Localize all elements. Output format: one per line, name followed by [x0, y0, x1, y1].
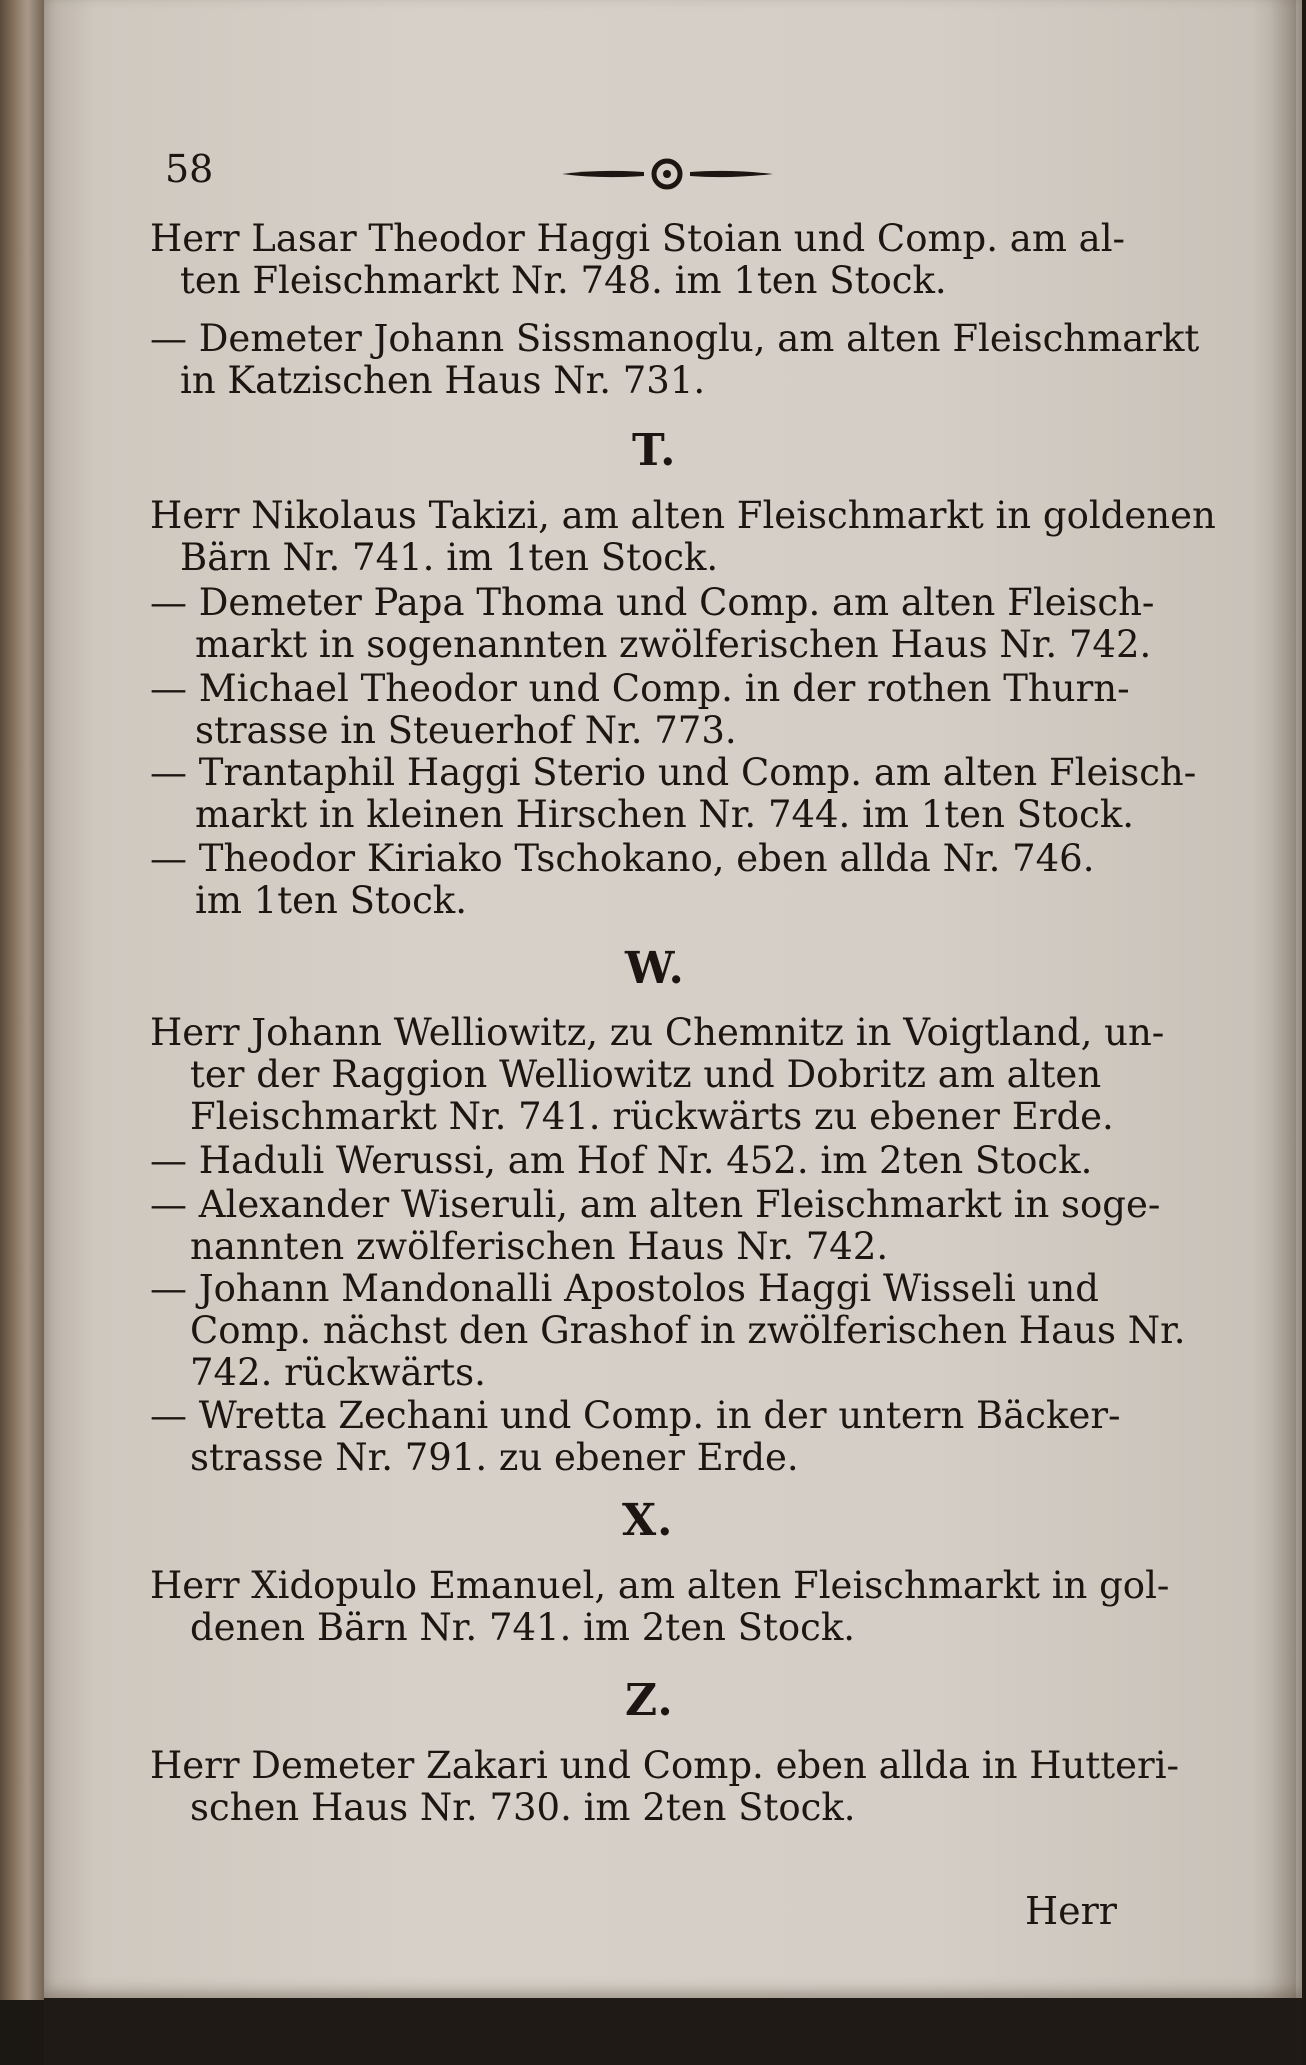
page-fold-shadow	[1270, 0, 1296, 1998]
entry-line: — Theodor Kiriako Tschokano, eben allda Nr. 746.	[150, 837, 1095, 880]
page-number: 58	[165, 147, 214, 191]
entry-takizi	[150, 494, 1216, 579]
entry-line: im 1ten Stock.	[195, 879, 467, 922]
section-heading-t: T.	[632, 425, 677, 476]
entry-line: Herr Johann Welliowitz, zu Chemnitz in Voigtland, un-	[150, 1011, 1165, 1054]
entry-xidopulo	[150, 1564, 1170, 1649]
entry-line: — Michael Theodor und Comp. in der rothen Thurn-	[150, 667, 1130, 710]
book-spine	[0, 0, 46, 2000]
entry-werussi	[150, 1140, 1160, 1182]
section-heading-z: Z.	[625, 1675, 674, 1726]
entry-line: denen Bärn Nr. 741. im 2ten Stock.	[190, 1606, 856, 1649]
entry-stoian	[150, 218, 1160, 302]
entry-line: strasse Nr. 791. zu ebener Erde.	[190, 1436, 799, 1479]
entry-tschokano	[150, 838, 1160, 922]
entry-line: Fleischmarkt Nr. 741. rückwärts zu ebener Erde.	[190, 1095, 1114, 1138]
entry-line: in Katzischen Haus Nr. 731.	[180, 359, 706, 402]
entry-line: ter der Raggion Welliowitz und Dobritz am alten	[190, 1053, 1102, 1096]
section-heading-x: X.	[622, 1495, 674, 1546]
entry-papa-thoma	[150, 582, 1160, 666]
entry-line: strasse in Steuerhof Nr. 773.	[195, 709, 737, 752]
entry-line: 742. rückwärts.	[190, 1351, 486, 1394]
entry-trantaphil	[150, 751, 1197, 836]
entry-zakari	[150, 1744, 1180, 1829]
entry-michael-theodor	[150, 668, 1160, 752]
entry-line: — Johann Mandonalli Apostolos Haggi Wisseli und	[150, 1267, 1099, 1310]
ornament-rule-icon	[560, 156, 775, 192]
entry-line: — Alexander Wiseruli, am alten Fleischmarkt in soge-	[150, 1183, 1161, 1226]
entry-welliowitz	[150, 1011, 1165, 1138]
entry-line: — Demeter Papa Thoma und Comp. am alten Fleisch-	[150, 581, 1155, 624]
section-heading-w: W.	[625, 943, 685, 994]
entry-line: — Haduli Werussi, am Hof Nr. 452. im 2ten Stock.	[150, 1139, 1093, 1182]
entry-sissmanoglu	[150, 317, 1200, 402]
entry-line: ten Fleischmarkt Nr. 748. im 1ten Stock.	[180, 259, 947, 302]
entry-line: nannten zwölferischen Haus Nr. 742.	[190, 1225, 889, 1268]
entry-line: — Demeter Johann Sissmanoglu, am alten Fleischmarkt	[150, 317, 1200, 360]
entry-line: markt in kleinen Hirschen Nr. 744. im 1ten Stock.	[195, 793, 1135, 836]
page-bottom-edge	[44, 1998, 1302, 2065]
entry-line: — Wretta Zechani und Comp. in der untern Bäcker-	[150, 1394, 1121, 1437]
entry-mandonalli	[150, 1267, 1186, 1394]
entry-line: — Trantaphil Haggi Sterio und Comp. am alten Fleisch-	[150, 751, 1197, 794]
entry-line: schen Haus Nr. 730. im 2ten Stock.	[190, 1786, 856, 1829]
entry-zechani	[150, 1395, 1160, 1479]
entry-wiseruli	[150, 1184, 1160, 1268]
entry-line: Herr Lasar Theodor Haggi Stoian und Comp. am al-	[150, 217, 1126, 260]
entry-line: Herr Demeter Zakari und Comp. eben allda in Hutteri-	[150, 1744, 1180, 1787]
entry-line: markt in sogenannten zwölferischen Haus Nr. 742.	[195, 623, 1152, 666]
entry-line: Comp. nächst den Grashof in zwölferischen Haus Nr.	[190, 1309, 1186, 1352]
catchword: Herr	[1025, 1889, 1117, 1933]
entry-line: Herr Nikolaus Takizi, am alten Fleischmarkt in goldenen	[150, 494, 1216, 537]
entry-line: Bärn Nr. 741. im 1ten Stock.	[180, 536, 719, 579]
entry-line: Herr Xidopulo Emanuel, am alten Fleischmarkt in gol-	[150, 1564, 1170, 1607]
